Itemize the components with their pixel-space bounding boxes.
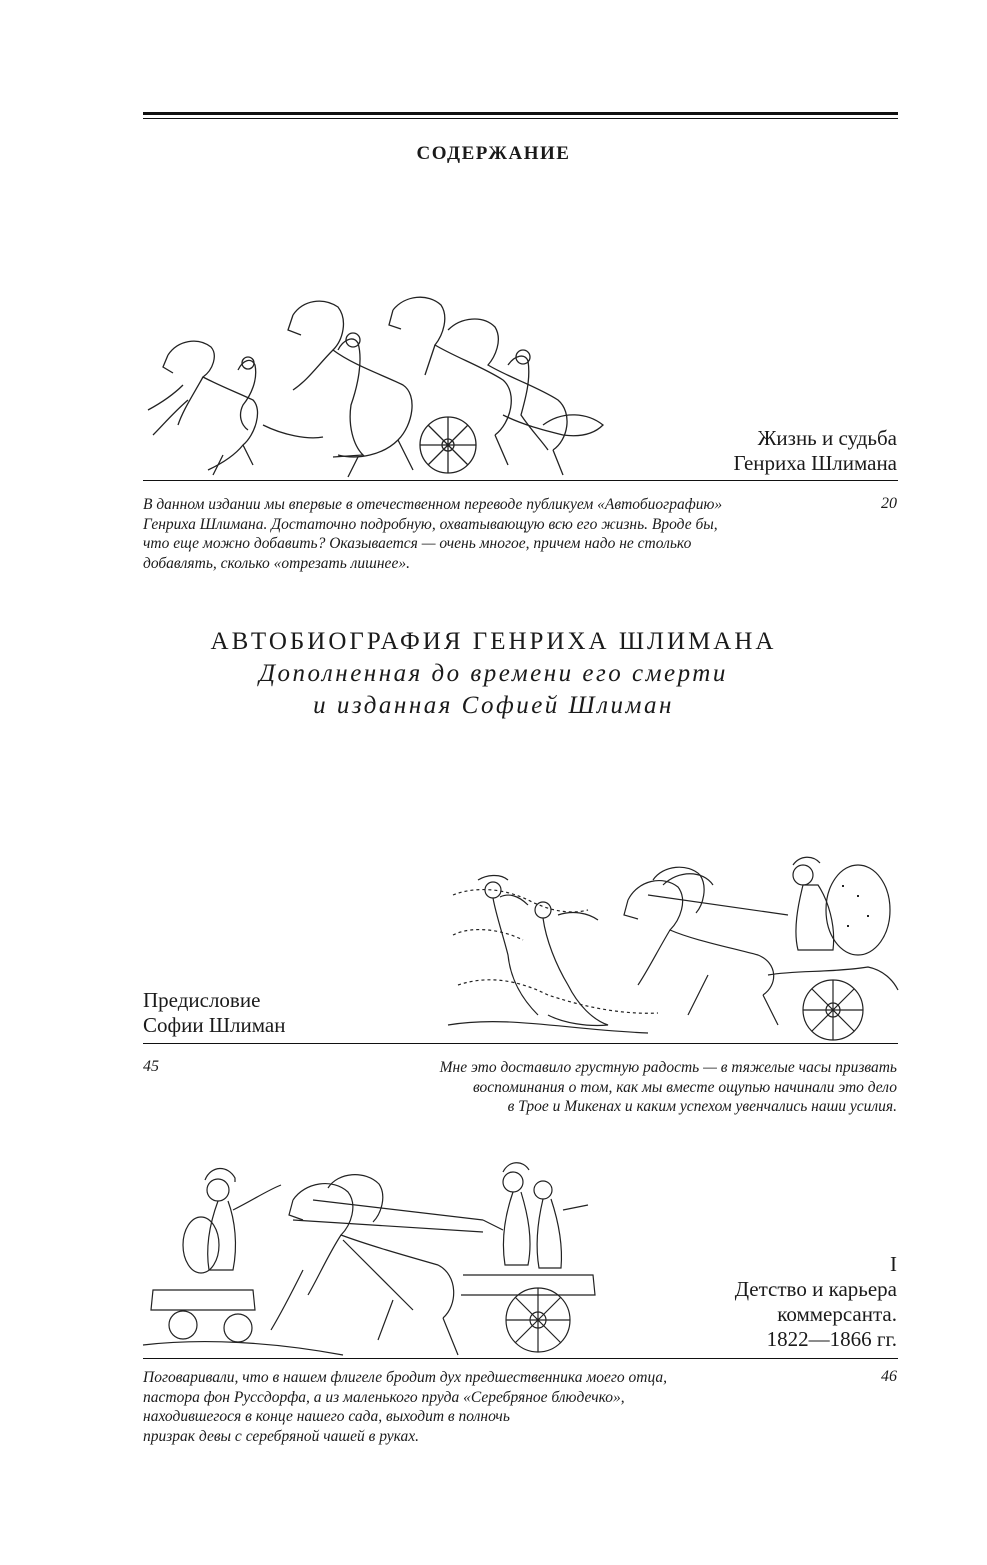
section-subtitle-line-1: Дополненная до времени его смерти [259,660,728,687]
entry-1-title-line-2: Генриха Шлимана [733,451,897,475]
entry-2-page-number[interactable]: 45 [143,1058,159,1075]
entry-3-title-line-3: коммерсанта. [777,1302,897,1326]
entry-3-blurb-line-3: находившегося в конце нашего сада, выходит в полночь [143,1408,510,1425]
entry-3-title-line-2: Детство и карьера [734,1277,897,1301]
entry-1-blurb-line-2: Генриха Шлимана. Достаточно подробную, охватывающую всю его жизнь. Вроде бы, [143,515,718,533]
goddess-chariot-engraving [448,855,900,1045]
entry-3-rule [143,1358,898,1359]
entry-1-blurb-line-4: добавлять, сколько «отрезать лишнее». [143,554,410,572]
entry-1-page-number[interactable]: 20 [881,495,897,512]
entry-1-rule [143,480,898,481]
entry-3-title[interactable] [735,1252,897,1352]
entry-3-blurb-line-2: пастора фон Руссдорфа, а из маленького пруда «Серебряное блюдечко», [143,1388,625,1406]
entry-2-blurb-line-3: в Трое и Микенах и каким успехом увенчались наши усилия. [507,1098,897,1115]
section-title: АВТОБИОГРАФИЯ ГЕНРИХА ШЛИМАНА [210,628,777,655]
entry-2-blurb-line-1: Мне это доставило грустную радость — в тяжелые часы призвать [439,1059,897,1076]
page-title: СОДЕРЖАНИЕ [416,143,571,164]
section-subtitle-line-2: и изданная Софией Шлиман [313,692,674,719]
header-rule-thick [143,112,898,115]
header-rule-thin [143,118,898,119]
entry-2-title-line-2: Софии Шлиман [143,1013,286,1037]
entry-3-page-number[interactable]: 46 [881,1368,897,1385]
entry-2-blurb-line-2: воспоминания о том, как мы вместе ощупью начинали это дело [472,1078,897,1096]
entry-3-blurb-line-4: призрак девы с серебряной чашей в руках. [143,1427,420,1445]
entry-3-blurb-line-1: Поговаривали, что в нашем флигеле бродит дух предшественника моего отца, [143,1369,668,1386]
entry-3-title-line-1: I [890,1252,897,1276]
entry-2-title-line-1: Предисловие [143,988,261,1012]
entry-2-title[interactable] [143,988,285,1038]
entry-2-blurb [297,1058,897,1117]
entry-2-rule [143,1043,898,1044]
entry-3-title-line-4: 1822—1866 гг. [766,1327,897,1351]
entry-1-blurb-line-1: В данном издании мы впервые в отечественном переводе публикуем «Автобиографию» [143,496,723,513]
entry-1-title[interactable] [733,426,897,476]
entry-1-blurb-line-3: что еще можно добавить? Оказывается — очень многое, причем надо не столько [143,535,692,552]
entry-3-blurb [143,1368,843,1446]
entry-1-blurb [143,495,843,573]
warriors-chariot-engraving [143,1160,603,1365]
chariot-horses-engraving [143,285,613,485]
entry-1-title-line-1: Жизнь и судьба [757,426,897,450]
